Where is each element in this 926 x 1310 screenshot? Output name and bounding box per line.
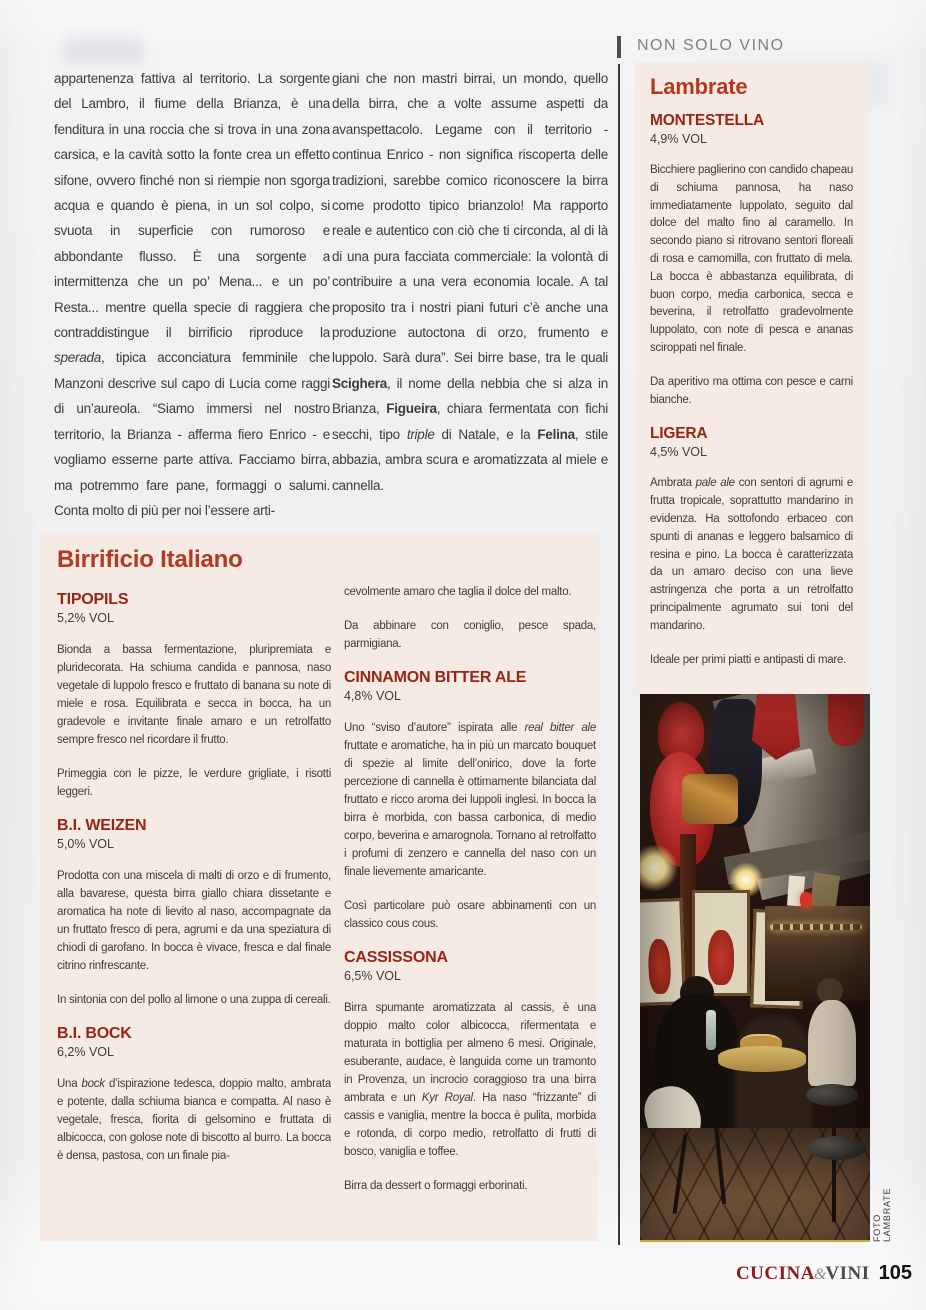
beer-entry-bi-weizen: [57, 817, 331, 1009]
beer-abv: 6,5% VOL: [344, 969, 401, 983]
section-header: NON SOLO VINO: [637, 37, 785, 54]
paragraph: Prodotta con una miscela di malti di orzo e di frumento, alla bavarese, questa birra giallo chiara dissetante e aromatica ha note di lievito al naso, accompagnate da un fruttato fresco di pera, agrumi e da una speziatura di chiodi di garofano. In bocca è vivace, fresca e dal finale citrino rinfrescante.: [57, 870, 331, 972]
paragraph: appartenenza fattiva al territorio. La sorgente del Lambro, il fiume della Brianza, è una fenditura in una roccia che si trova in una zona carsica, e la cavità sotto la fonte crea un effetto sifone, ovvero finché non si riempie non sgorga acqua e quando è piena, in un sol colpo, si svuota in superficie con rumoroso e abbondante flusso. È una sorgente a intermittenza che un po’ Mena... e un po’ Resta... mentre quella specie di raggiera che contraddistingue il birrificio riproduce la sperada, tipica acconciatura femminile che Manzoni descrive sul capo di Lucia come raggi di un’aureola. “Siamo immersi nel nostro territorio, la Brianza - afferma fiero Enrico - e vogliamo esserne parte attiva. Facciamo birra, ma potremmo fare pane, formaggi o salumi. Conta molto di più per noi l’essere arti-: [54, 71, 330, 518]
column-divider: [618, 64, 620, 1245]
bock-continuation-text: [344, 583, 596, 653]
magazine-masthead-ampersand: &: [813, 1266, 827, 1283]
birrificio-column-2: [344, 583, 596, 1237]
beer-description: [650, 162, 853, 409]
page-number: 105: [878, 1262, 912, 1284]
paragraph: Birra da dessert o formaggi erborinati.: [344, 1180, 528, 1192]
beer-abv: 4,5% VOL: [650, 445, 707, 460]
paragraph: Da abbinare con coniglio, pesce spada, parmigiana.: [344, 620, 596, 650]
beer-entry-tipopils: [57, 591, 331, 801]
paragraph: Da aperitivo ma ottima con pesce e carni bianche.: [650, 375, 853, 406]
page-footer: [700, 1262, 912, 1285]
beer-entry-cassissona: [344, 949, 596, 1195]
photo-credit: FOTO LAMBRATE: [872, 1187, 892, 1242]
paragraph: cevolmente amaro che taglia il dolce del malto.: [344, 586, 572, 598]
lambrate-box: [635, 62, 868, 694]
beer-name: MONTESTELLA: [650, 112, 765, 129]
beer-abv: 5,2% VOL: [57, 611, 114, 625]
paragraph: Così particolare può osare abbinamenti con un classico cous cous.: [344, 900, 596, 930]
beer-description: [57, 1075, 331, 1165]
paragraph: Uno “sviso d’autore” ispirata alle real bitter ale fruttate e aromatiche, ha in più un marcato bouquet di spezie al limite dell’onirico, dove la forte percezione di cannella è ottimamente bilanciata dal fruttato e ricco aroma dei luppoli inglesi. In bocca la birra è morbida, con bassa carbonica, di medio corpo, beverina e amarognola. Tornano al retrolfatto i profumi di zenzero e cannella del naso con un finale lievemente amaricante.: [344, 722, 596, 878]
header-tick-bar: [617, 36, 621, 58]
beer-name: LIGERA: [650, 425, 708, 443]
beer-entry-montestella: [650, 112, 853, 409]
beer-abv: 5,0% VOL: [57, 837, 114, 851]
lambrate-box-content: [650, 74, 853, 685]
beer-description: [344, 999, 596, 1195]
paragraph: Primeggia con le pizze, le verdure grigliate, i risotti leggeri.: [57, 768, 331, 798]
beer-name: CASSISSONA: [344, 949, 448, 966]
paragraph: Birra spumante aromatizzata al cassis, è una doppio malto color albicocca, rifermentata e maturata in bottiglia per almeno 6 mesi. Originale, esuberante, audace, è languida come un tramonto in Provenza, un incrocio coraggioso tra una birra ambrata e un Kyr Royal. Ha naso “frizzante” di cassis e vaniglia, mentre la bocca è pulita, morbida e rotonda, di corpo medio, retrolfatto di frutti di bosco, vaniglia e toffee.: [344, 1002, 596, 1158]
beer-entry-ligera: [650, 425, 853, 669]
paragraph: Ideale per primi piatti e antipasti di mare.: [650, 653, 847, 666]
beer-description: [57, 867, 331, 1009]
paragraph: Ambrata pale ale con sentori di agrumi e frutta tropicale, soprattutto mandarino in evidenza. Ha sottofondo erbaceo con spunti di ananas e leggero balsamico di resina e pino. La bocca è caratterizzata da un amaro deciso con una lieve astringenza che porta a un retrolfatto principalmente agrumato sui toni del mandarino.: [650, 477, 853, 632]
photo-vignette: [640, 694, 870, 1240]
paragraph: Bicchiere paglierino con candido chapeau di schiuma pannosa, ha naso immediatamente luppolato, seguito dal dolce del malto fino al caramello. In secondo piano si ritrovano sentori floreali di rosa e camomilla, con fruttato di mela. La bocca è abbastanza equilibrata, di buon corpo, media carbonica, secca e beverina, il retrolfatto gradevolmente luppolato, con note di pesca e ananas sciroppati nel finale.: [650, 164, 853, 354]
box-title-lambrate: Lambrate: [650, 74, 748, 99]
paragraph: In sintonia con del pollo al limone o una zuppa di cereali.: [57, 994, 331, 1006]
paragraph: Una bock d’ispirazione tedesca, doppio malto, ambrata e potente, dalla schiuma bianca e compatta. Al naso è vegetale, fresca, fiorita di gelsomino e fruttata di albicocca, con golose note di biscotto al burro. La bocca è densa, pastosa, con un finale pia-: [57, 1078, 331, 1162]
print-bleed-ghost: [63, 37, 143, 63]
magazine-masthead-cucina: CUCINA: [735, 1263, 815, 1284]
beer-name: TIPOPILS: [57, 591, 129, 608]
beer-abv: 6,2% VOL: [57, 1045, 114, 1059]
paragraph: Bionda a bassa fermentazione, pluripremiata e pluridecorata. Ha schiuma candida e pannosa, naso vegetale di luppolo fresco e fruttato di banana su note di miele e rosa. Equilibrata e secca in bocca, ha un gradevole e invitante finale amaro e un retrolfatto sempre fresco nel ricordare il frutto.: [57, 644, 331, 746]
beer-description: [57, 641, 331, 801]
article-column-1: [54, 66, 330, 532]
beer-description: [344, 719, 596, 933]
birrificio-italiano-box: [40, 533, 598, 1241]
beer-name: B.I. BOCK: [57, 1025, 132, 1042]
magazine-masthead-vini: VINI: [825, 1263, 870, 1284]
beer-name: CINNAMON BITTER ALE: [344, 669, 527, 686]
article-column-2: [332, 66, 608, 532]
beer-entry-cinnamon-bitter-ale: [344, 669, 596, 933]
beer-description: [650, 475, 853, 669]
beer-abv: 4,9% VOL: [650, 132, 707, 146]
beer-entry-bi-bock: [57, 1025, 331, 1165]
box-title-birrificio: Birrificio Italiano: [57, 546, 243, 573]
paragraph: giani che non mastri birrai, un mondo, quello della birra, che a volte assume aspetti da avanspettacolo. Legame con il territorio - continua Enrico - non significa riscoperta delle tradizioni, sarebbe comico riconoscere la birra come prodotto tipico brianzolo! Ma rapporto reale e autentico con ciò che ti circonda, al di là di una pura facciata commerciale: la volontà di contribuire a una vera economia locale. A tal proposito tra i nostri piani futuri c’è anche una produzione autoctona di orzo, frumento e luppolo. Sarà dura”. Sei birre base, tra le quali Scighera, il nome della nebbia che si alza in Brianza, Figueira, chiara fermentata con fichi secchi, tipo triple di Natale, e la Felina, stile abbazia, ambra scura e aromatizzata al miele e cannella.: [332, 71, 608, 493]
pub-interior-photo: [640, 694, 870, 1242]
birrificio-column-1: [57, 591, 331, 1237]
beer-name: B.I. WEIZEN: [57, 817, 147, 834]
beer-abv: 4,8% VOL: [344, 689, 401, 703]
